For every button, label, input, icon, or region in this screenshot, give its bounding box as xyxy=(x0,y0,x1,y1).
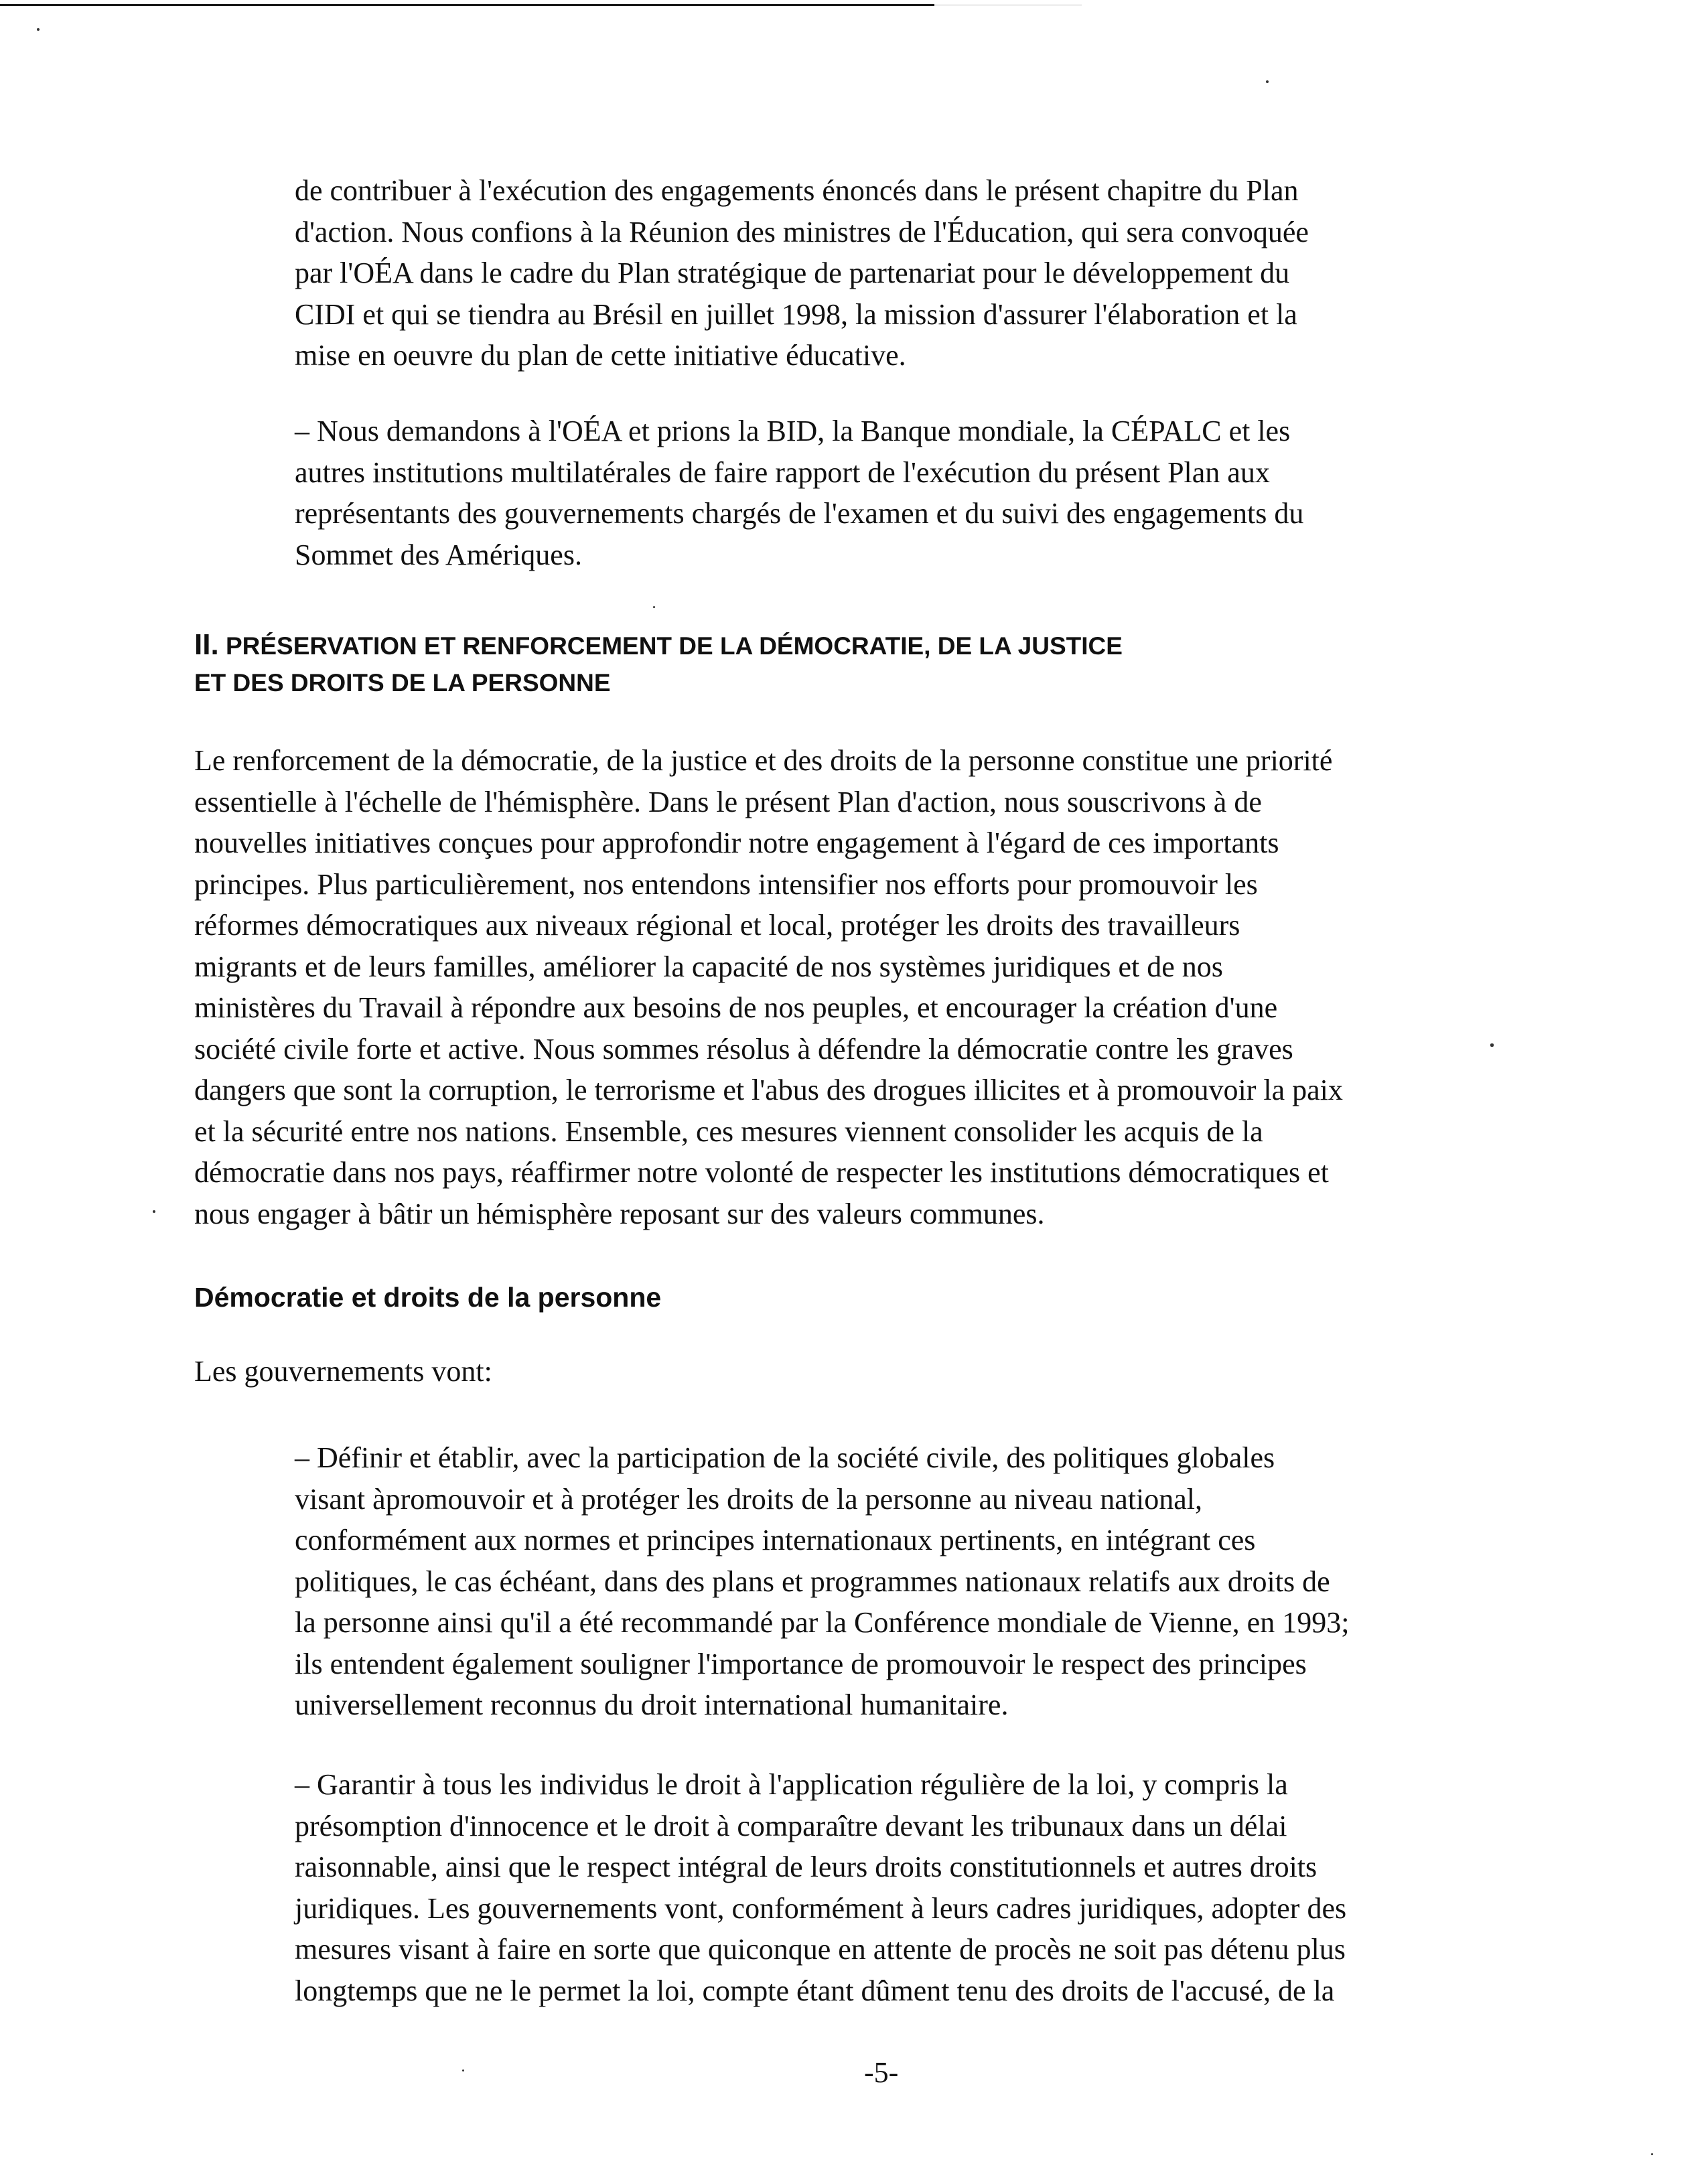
text-line: – Nous demandons à l'OÉA et prions la BID, la Banque mondiale, la CÉPALC et les xyxy=(295,415,1291,447)
scan-speck xyxy=(1266,80,1269,83)
text-line: migrants et de leurs familles, améliorer la capacité de nos systèmes juridiques et de nos xyxy=(194,950,1223,983)
text-line: longtemps que ne le permet la loi, compte étant dûment tenu des droits de l'accusé, de la xyxy=(295,1974,1335,2007)
text-line: ministères du Travail à répondre aux besoins de nos peuples, et encourager la création d'une xyxy=(194,991,1278,1024)
text-line: présomption d'innocence et le droit à comparaître devant les tribunaux dans un délai xyxy=(295,1809,1287,1842)
intro-paragraph xyxy=(295,411,1303,575)
text-line: CIDI et qui se tiendra au Brésil en juillet 1998, la mission d'assurer l'élaboration et la xyxy=(295,297,1297,331)
section-title-part-1: PRÉSERVATION ET RENFORCEMENT DE LA DÉMOCRATIE, DE LA JUSTICE xyxy=(225,632,1123,660)
text-line: démocratie dans nos pays, réaffirmer notre volonté de respecter les institutions démocratiques et xyxy=(194,1156,1329,1189)
scan-speck xyxy=(462,2069,464,2071)
page-number: -5- xyxy=(864,2056,899,2089)
section-heading xyxy=(194,626,1123,701)
intro-paragraph xyxy=(295,170,1309,376)
scan-speck xyxy=(1651,2153,1653,2155)
action-item xyxy=(295,1764,1346,2011)
section-heading-line-2: ET DES DROITS DE LA PERSONNE xyxy=(194,669,611,697)
text-line: la personne ainsi qu'il a été recommandé par la Conférence mondiale de Vienne, en 1993; xyxy=(295,1606,1350,1639)
scan-speck xyxy=(37,28,40,31)
section-intro-paragraph xyxy=(194,740,1343,1234)
text-line: principes. Plus particulièrement, nos entendons intensifier nos efforts pour promouvoir les xyxy=(194,867,1258,901)
text-line: – Définir et établir, avec la participation de la société civile, des politiques globales xyxy=(295,1441,1275,1474)
text-line: Sommet des Amériques. xyxy=(295,538,582,571)
lead-in-text: Les gouvernements vont: xyxy=(194,1355,492,1388)
text-line: d'action. Nous confions à la Réunion des ministres de l'Éducation, qui sera convoquée xyxy=(295,215,1309,248)
text-line: société civile forte et active. Nous sommes résolus à défendre la démocratie contre les graves xyxy=(194,1032,1293,1066)
text-line: juridiques. Les gouvernements vont, conformément à leurs cadres juridiques, adopter des xyxy=(295,1891,1347,1925)
scan-speck xyxy=(1490,1043,1494,1047)
section-number: II. xyxy=(194,628,219,661)
text-line: autres institutions multilatérales de faire rapport de l'exécution du présent Plan aux xyxy=(295,455,1270,489)
action-item xyxy=(295,1437,1349,1726)
section-heading-line-1 xyxy=(194,626,1123,664)
text-line: réformes démocratiques aux niveaux régional et local, protéger les droits des travailleurs xyxy=(194,909,1240,942)
text-line: – Garantir à tous les individus le droit à l'application régulière de la loi, y compris la xyxy=(295,1768,1288,1801)
text-line: nouvelles initiatives conçues pour approfondir notre engagement à l'égard de ces importants xyxy=(194,826,1279,859)
text-line: et la sécurité entre nos nations. Ensemble, ces mesures viennent consolider les acquis de la xyxy=(194,1114,1263,1148)
text-line: de contribuer à l'exécution des engagements énoncés dans le présent chapitre du Plan xyxy=(295,174,1299,207)
text-line: politiques, le cas échéant, dans des plans et programmes nationaux relatifs aux droits de xyxy=(295,1565,1330,1598)
text-line: mise en oeuvre du plan de cette initiative éducative. xyxy=(295,339,906,372)
text-line: essentielle à l'échelle de l'hémisphère. Dans le présent Plan d'action, nous souscrivons à de xyxy=(194,785,1262,818)
text-line: ils entendent également souligner l'importance de promouvoir le respect des principes xyxy=(295,1647,1307,1680)
subsection-heading: Démocratie et droits de la personne xyxy=(194,1282,662,1313)
text-line: mesures visant à faire en sorte que quiconque en attente de procès ne soit pas détenu plus xyxy=(295,1933,1346,1966)
top-rule xyxy=(0,4,934,6)
text-line: conformément aux normes et principes internationaux pertinents, en intégrant ces xyxy=(295,1524,1256,1556)
text-line: Le renforcement de la démocratie, de la justice et des droits de la personne constitue une priorité xyxy=(194,744,1333,777)
text-line: raisonnable, ainsi que le respect intégral de leurs droits constitutionnels et autres droits xyxy=(295,1850,1318,1883)
text-line: par l'OÉA dans le cadre du Plan stratégique de partenariat pour le développement du xyxy=(295,257,1290,289)
text-line: visant àpromouvoir et à protéger les droits de la personne au niveau national, xyxy=(295,1482,1203,1516)
scan-speck xyxy=(153,1210,155,1213)
text-line: universellement reconnus du droit international humanitaire. xyxy=(295,1688,1009,1721)
text-line: représentants des gouvernements chargés de l'examen et du suivi des engagements du xyxy=(295,497,1304,530)
scan-speck xyxy=(653,606,655,608)
text-line: nous engager à bâtir un hémisphère reposant sur des valeurs communes. xyxy=(194,1197,1045,1230)
text-line: dangers que sont la corruption, le terrorisme et l'abus des drogues illicites et à promouvoir la paix xyxy=(194,1074,1343,1106)
